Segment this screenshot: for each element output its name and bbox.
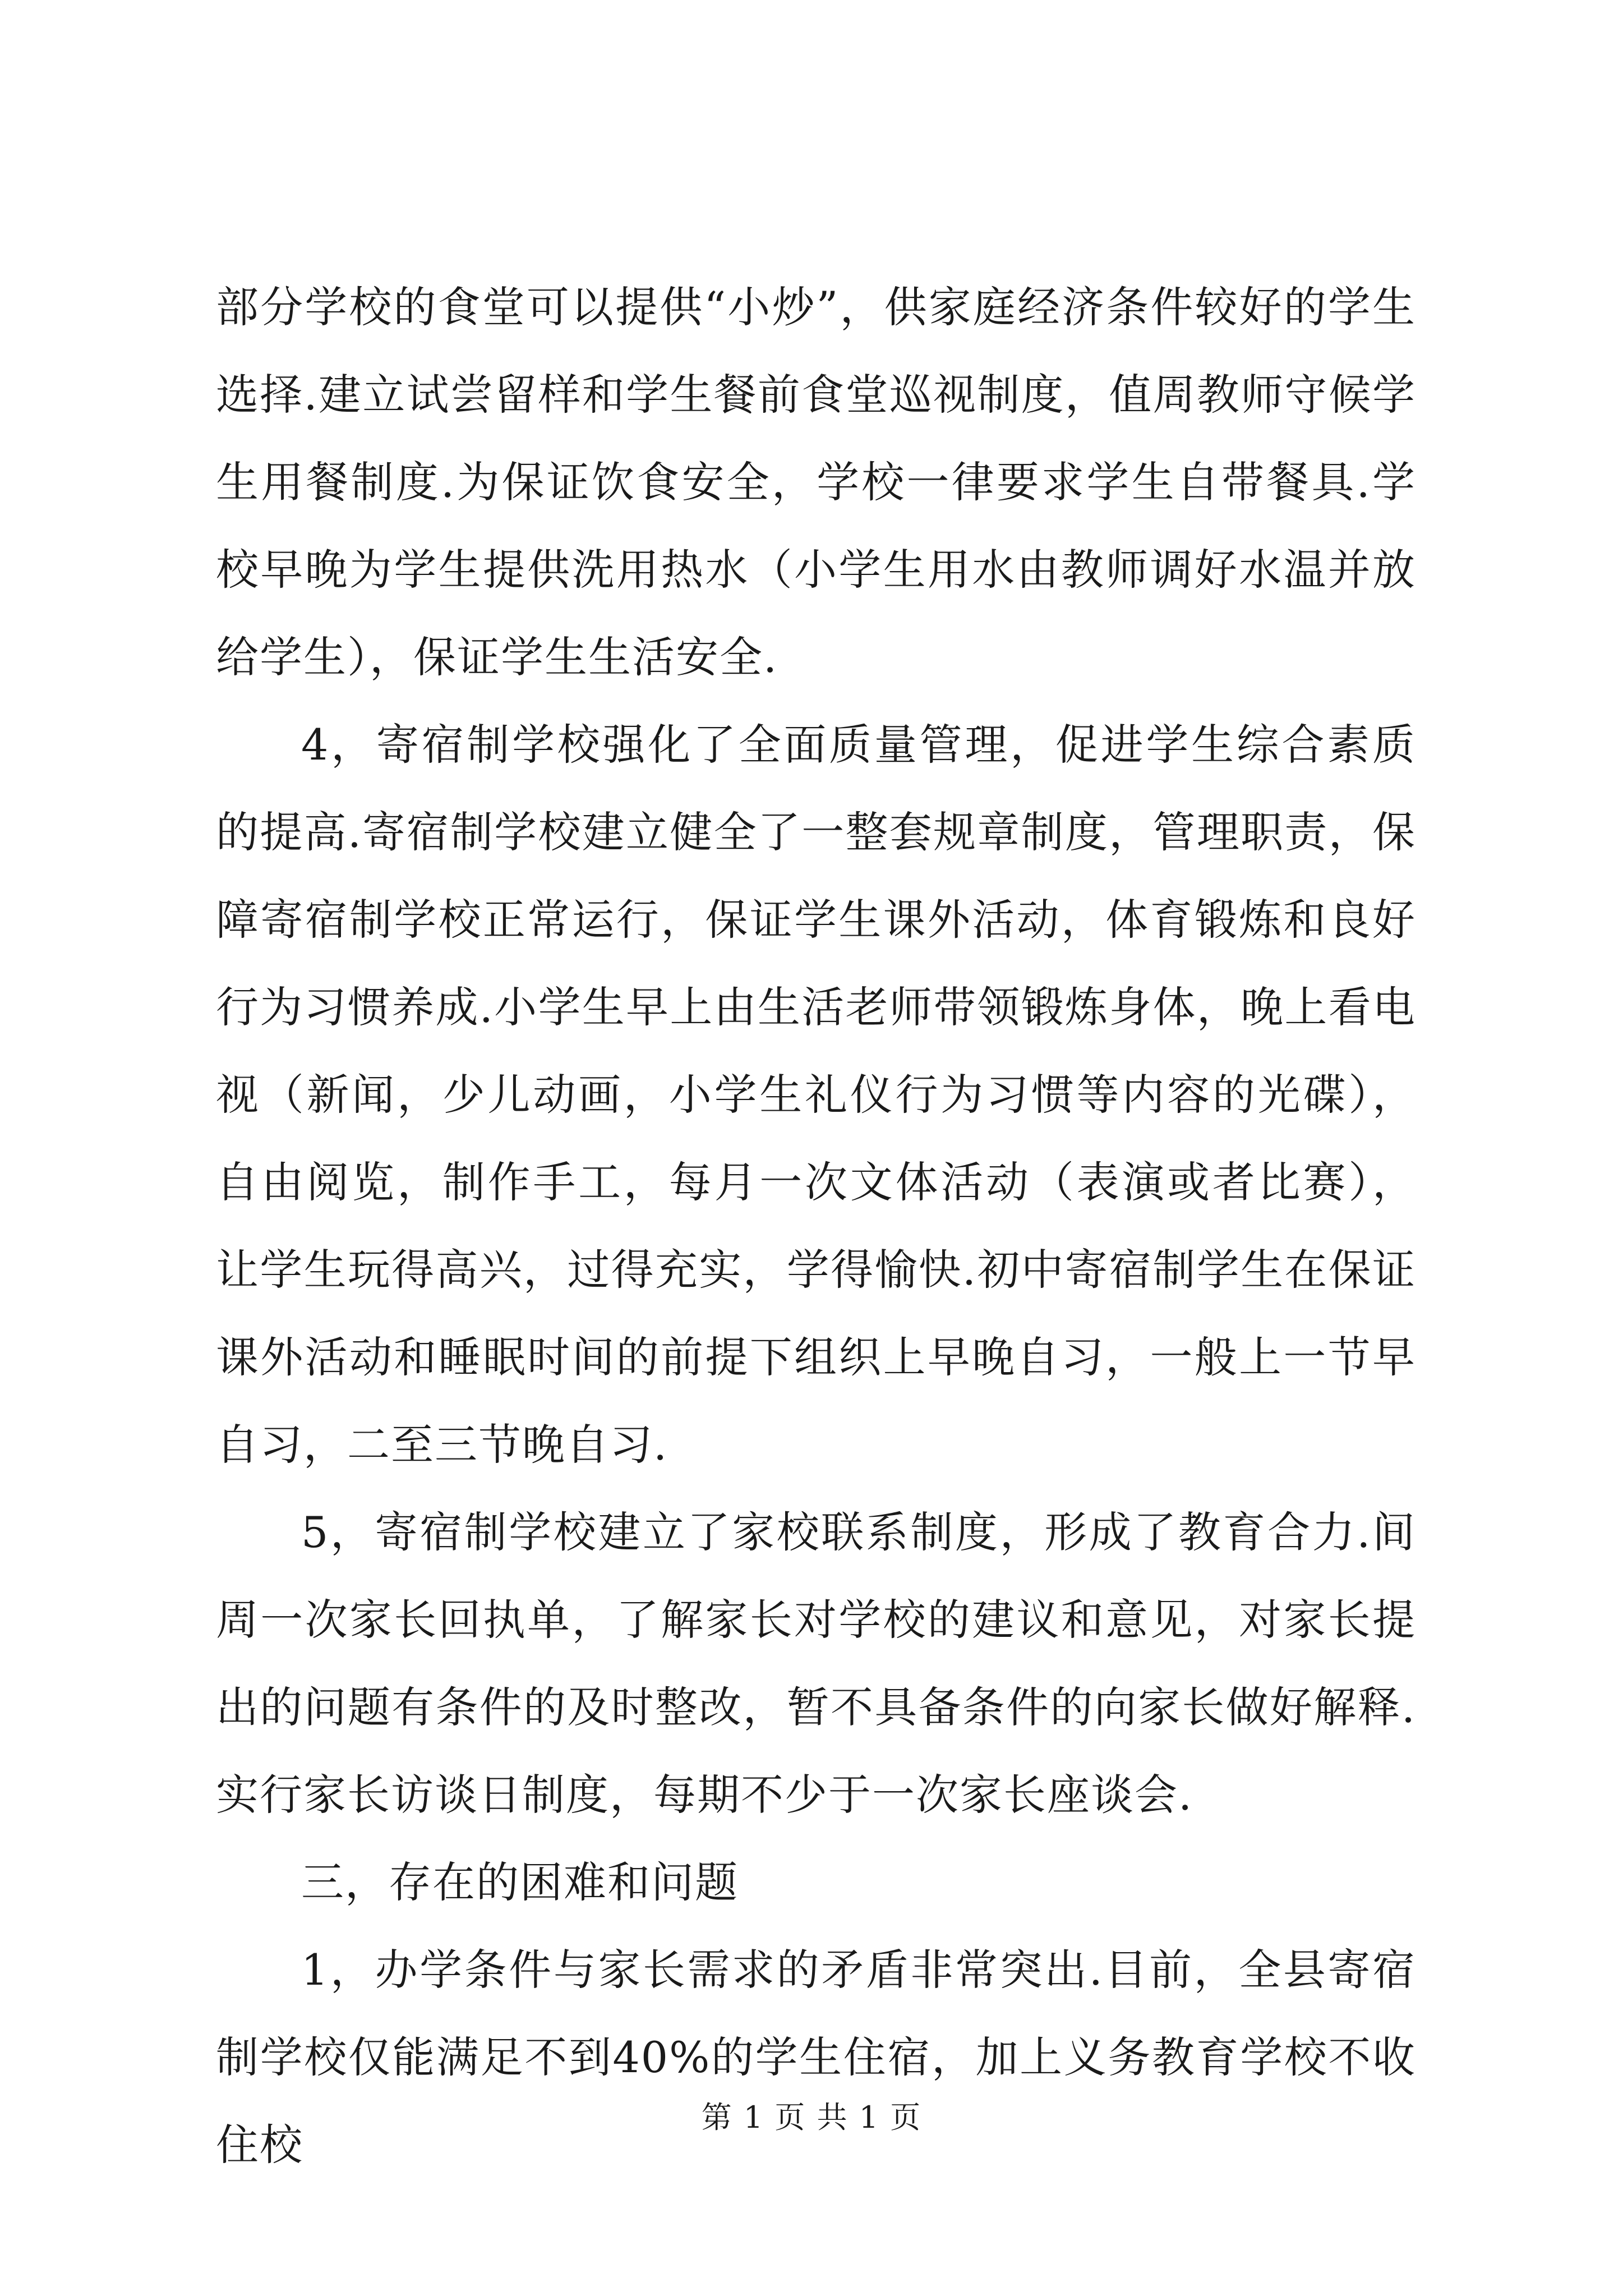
paragraph-home-school-contact: 5，寄宿制学校建立了家校联系制度，形成了教育合力.间周一次家长回执单，了解家长对学校的建议和意见，对家长提出的问题有条件的及时整改，暂不具备条件的向家长做好解释.实行家长访谈日制度，每期不少于一次家长座谈会. [216, 1507, 1416, 1820]
document-body [216, 264, 1416, 2189]
paragraph-canteen: 部分学校的食堂可以提供“小炒”，供家庭经济条件较好的学生选择.建立试尝留样和学生餐前食堂巡视制度，值周教师守候学生用餐制度.为保证饮食安全，学校一律要求学生自带餐具.学校早晚为学生提供洗用热水（小学生用水由教师调好水温并放给学生），保证学生生活安全. [216, 282, 1416, 682]
paragraph-quality-management: 4，寄宿制学校强化了全面质量管理，促进学生综合素质的提高.寄宿制学校建立健全了一整套规章制度，管理职责，保障寄宿制学校正常运行，保证学生课外活动，体育锻炼和良好行为习惯养成.小学生早上由生活老师带领锻炼身体，晚上看电视（新闻，少儿动画，小学生礼仪行为习惯等内容的光碟），自由阅览，制作手工，每月一次文体活动（表演或者比赛），让学生玩得高兴，过得充实，学得愉快.初中寄宿制学生在保证课外活动和睡眠时间的前提下组织上早晚自习，一般上一节早自习，二至三节晚自习. [216, 720, 1416, 1470]
paragraph-difficulties: 1，办学条件与家长需求的矛盾非常突出.目前，全县寄宿制学校仅能满足不到40%的学生住宿，加上义务教育学校不收住校 [216, 1945, 1416, 2170]
page-footer: 第 1 页 共 1 页 [701, 2100, 922, 2135]
section-heading: 三，存在的困难和问题 [301, 1857, 739, 1907]
